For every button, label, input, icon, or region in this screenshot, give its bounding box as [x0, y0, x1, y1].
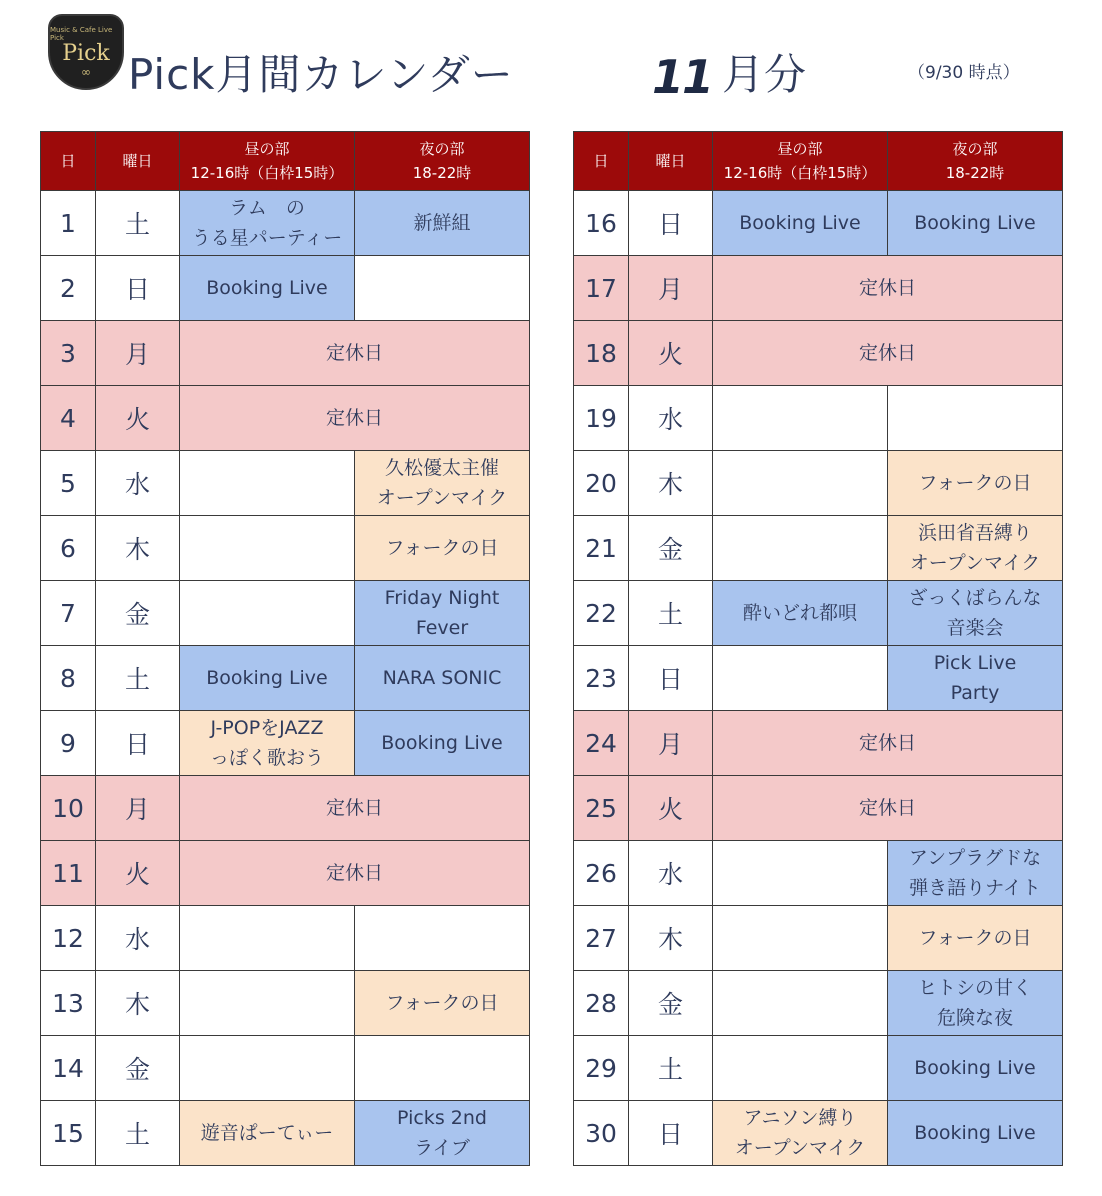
table-row — [574, 971, 1063, 1036]
weekday: 日 — [629, 191, 713, 256]
table-row — [41, 1101, 530, 1166]
day-number: 14 — [41, 1036, 96, 1101]
col-header-day: 日 — [41, 132, 96, 191]
daytime-event — [713, 841, 888, 906]
daytime-event: J-POPをJAZZ っぽく歌おう — [180, 711, 355, 776]
col-header-day: 日 — [574, 132, 629, 191]
daytime-event — [713, 971, 888, 1036]
weekday: 土 — [96, 191, 180, 256]
day-number: 16 — [574, 191, 629, 256]
weekday: 金 — [96, 581, 180, 646]
weekday: 日 — [629, 646, 713, 711]
night-event: フォークの日 — [888, 451, 1063, 516]
table-header-row — [41, 132, 530, 191]
night-event: Booking Live — [355, 711, 530, 776]
weekday: 金 — [629, 971, 713, 1036]
col-header-night: 夜の部 18-22時 — [355, 132, 530, 191]
weekday: 土 — [629, 581, 713, 646]
weekday: 木 — [629, 906, 713, 971]
holiday-label: 定休日 — [713, 321, 1063, 386]
table-row — [574, 256, 1063, 321]
day-number: 4 — [41, 386, 96, 451]
logo-name: Pick — [62, 41, 110, 66]
night-event: NARA SONIC — [355, 646, 530, 711]
day-number: 20 — [574, 451, 629, 516]
night-event: ざっくばらんな 音楽会 — [888, 581, 1063, 646]
day-number: 27 — [574, 906, 629, 971]
weekday: 火 — [629, 776, 713, 841]
table-row — [41, 386, 530, 451]
table-row — [41, 776, 530, 841]
night-event: アンプラグドな 弾き語りナイト — [888, 841, 1063, 906]
daytime-event — [713, 516, 888, 581]
holiday-label: 定休日 — [180, 321, 530, 386]
day-number: 6 — [41, 516, 96, 581]
night-event: Pick Live Party — [888, 646, 1063, 711]
weekday: 水 — [96, 451, 180, 516]
daytime-event: 遊音ぱーてぃー — [180, 1101, 355, 1166]
month-number: 11 — [652, 50, 713, 104]
table-row — [574, 646, 1063, 711]
table-row — [41, 1036, 530, 1101]
day-number: 17 — [574, 256, 629, 321]
daytime-event — [713, 1036, 888, 1101]
weekday: 日 — [96, 256, 180, 321]
daytime-event — [180, 581, 355, 646]
table-row — [574, 321, 1063, 386]
weekday: 土 — [96, 646, 180, 711]
table-row — [41, 711, 530, 776]
night-event: 新鮮組 — [355, 191, 530, 256]
day-number: 29 — [574, 1036, 629, 1101]
table-header-row — [574, 132, 1063, 191]
table-row — [41, 971, 530, 1036]
weekday: 木 — [629, 451, 713, 516]
day-number: 25 — [574, 776, 629, 841]
table-row — [41, 516, 530, 581]
night-event: ヒトシの甘く 危険な夜 — [888, 971, 1063, 1036]
night-event: Booking Live — [888, 191, 1063, 256]
weekday: 月 — [96, 321, 180, 386]
table-row — [574, 1101, 1063, 1166]
daytime-event — [180, 451, 355, 516]
table-row — [41, 841, 530, 906]
weekday: 日 — [629, 1101, 713, 1166]
table-row — [41, 906, 530, 971]
holiday-label: 定休日 — [713, 256, 1063, 321]
col-header-night: 夜の部 18-22時 — [888, 132, 1063, 191]
weekday: 水 — [629, 841, 713, 906]
table-row — [41, 191, 530, 256]
weekday: 火 — [96, 841, 180, 906]
daytime-event: Booking Live — [180, 256, 355, 321]
night-event — [888, 386, 1063, 451]
daytime-event — [713, 451, 888, 516]
day-number: 5 — [41, 451, 96, 516]
day-number: 7 — [41, 581, 96, 646]
weekday: 金 — [96, 1036, 180, 1101]
as-of-date: （9/30 時点） — [908, 63, 1020, 83]
day-number: 30 — [574, 1101, 629, 1166]
weekday: 火 — [96, 386, 180, 451]
night-event: Booking Live — [888, 1036, 1063, 1101]
day-number: 19 — [574, 386, 629, 451]
day-number: 18 — [574, 321, 629, 386]
day-number: 23 — [574, 646, 629, 711]
day-number: 22 — [574, 581, 629, 646]
pick-logo — [48, 14, 124, 90]
col-header-daytime: 昼の部 12-16時（白枠15時） — [713, 132, 888, 191]
ring-icon: ∞ — [81, 65, 91, 79]
daytime-event — [180, 906, 355, 971]
holiday-label: 定休日 — [180, 841, 530, 906]
night-event: フォークの日 — [355, 516, 530, 581]
weekday: 日 — [96, 711, 180, 776]
night-event — [355, 256, 530, 321]
table-row — [41, 581, 530, 646]
night-event — [355, 1036, 530, 1101]
daytime-event: ラム の うる星パーティー — [180, 191, 355, 256]
col-header-weekday: 曜日 — [629, 132, 713, 191]
calendar-table-left — [40, 131, 530, 1166]
calendar-table-right — [573, 131, 1063, 1166]
night-event: Friday Night Fever — [355, 581, 530, 646]
weekday: 水 — [629, 386, 713, 451]
night-event: フォークの日 — [888, 906, 1063, 971]
daytime-event — [713, 906, 888, 971]
page-title: Pick月間カレンダー — [128, 50, 514, 99]
weekday: 木 — [96, 971, 180, 1036]
day-number: 11 — [41, 841, 96, 906]
daytime-event: 酔いどれ都唄 — [713, 581, 888, 646]
weekday: 土 — [629, 1036, 713, 1101]
weekday: 月 — [96, 776, 180, 841]
daytime-event: アニソン縛り オープンマイク — [713, 1101, 888, 1166]
night-event: Booking Live — [888, 1101, 1063, 1166]
day-number: 9 — [41, 711, 96, 776]
day-number: 26 — [574, 841, 629, 906]
night-event: Picks 2nd ライブ — [355, 1101, 530, 1166]
day-number: 2 — [41, 256, 96, 321]
daytime-event — [713, 386, 888, 451]
daytime-event — [180, 516, 355, 581]
daytime-event — [180, 1036, 355, 1101]
holiday-label: 定休日 — [180, 776, 530, 841]
table-row — [574, 776, 1063, 841]
table-row — [574, 386, 1063, 451]
holiday-label: 定休日 — [713, 776, 1063, 841]
col-header-weekday: 曜日 — [96, 132, 180, 191]
weekday: 月 — [629, 256, 713, 321]
table-row — [574, 711, 1063, 776]
daytime-event: Booking Live — [713, 191, 888, 256]
day-number: 28 — [574, 971, 629, 1036]
day-number: 21 — [574, 516, 629, 581]
logo-tagline: Music & Cafe Live Pick — [50, 26, 113, 42]
night-event — [355, 906, 530, 971]
weekday: 水 — [96, 906, 180, 971]
holiday-label: 定休日 — [713, 711, 1063, 776]
day-number: 10 — [41, 776, 96, 841]
day-number: 13 — [41, 971, 96, 1036]
weekday: 火 — [629, 321, 713, 386]
day-number: 12 — [41, 906, 96, 971]
weekday: 月 — [629, 711, 713, 776]
day-number: 1 — [41, 191, 96, 256]
table-row — [574, 191, 1063, 256]
weekday: 木 — [96, 516, 180, 581]
night-event: 久松優太主催 オープンマイク — [355, 451, 530, 516]
daytime-event — [180, 971, 355, 1036]
weekday: 金 — [629, 516, 713, 581]
table-row — [574, 516, 1063, 581]
day-number: 3 — [41, 321, 96, 386]
table-row — [41, 256, 530, 321]
day-number: 15 — [41, 1101, 96, 1166]
table-row — [574, 906, 1063, 971]
day-number: 24 — [574, 711, 629, 776]
night-event: 浜田省吾縛り オープンマイク — [888, 516, 1063, 581]
month-unit: 月分 — [722, 50, 807, 99]
table-row — [574, 581, 1063, 646]
holiday-label: 定休日 — [180, 386, 530, 451]
table-row — [41, 451, 530, 516]
weekday: 土 — [96, 1101, 180, 1166]
night-event: フォークの日 — [355, 971, 530, 1036]
daytime-event: Booking Live — [180, 646, 355, 711]
table-row — [574, 1036, 1063, 1101]
day-number: 8 — [41, 646, 96, 711]
table-row — [41, 321, 530, 386]
daytime-event — [713, 646, 888, 711]
table-row — [41, 646, 530, 711]
table-row — [574, 841, 1063, 906]
col-header-daytime: 昼の部 12-16時（白枠15時） — [180, 132, 355, 191]
table-row — [574, 451, 1063, 516]
